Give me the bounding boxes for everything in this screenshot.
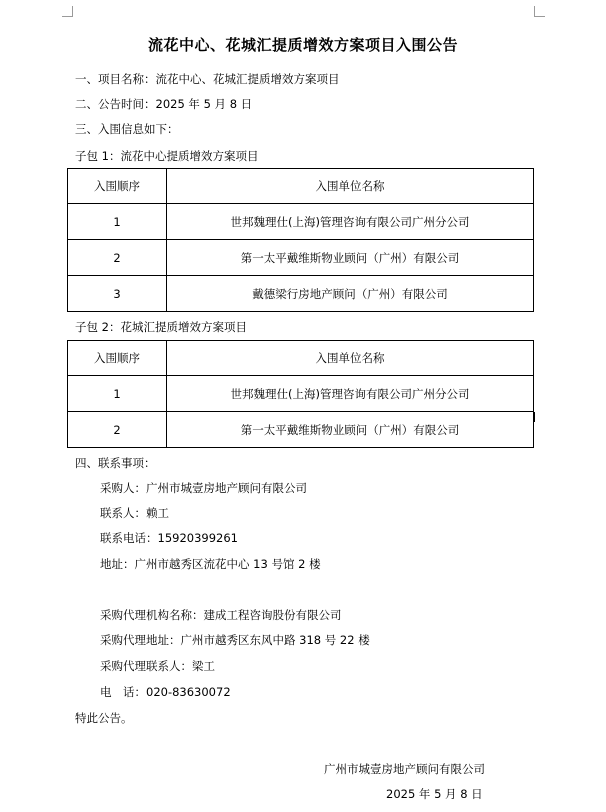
contact-phone-line: 联系电话：15920399261 <box>100 531 238 545</box>
table-header-row <box>68 341 534 376</box>
contact-person-line: 联系人：赖工 <box>100 506 169 520</box>
package1-label: 子包 1：流花中心提质增效方案项目 <box>75 149 259 163</box>
agency-name-line: 采购代理机构名称：建成工程咨询股份有限公司 <box>100 608 342 622</box>
row-resize-marker <box>533 412 535 422</box>
table-header-row <box>68 169 534 204</box>
closing-remark: 特此公告。 <box>75 711 133 725</box>
announcement-time-line: 二、公告时间：2025 年 5 月 8 日 <box>75 97 253 111</box>
shortlist-info-heading: 三、入围信息如下： <box>75 122 179 136</box>
address-line: 地址：广州市越秀区流花中心 13 号馆 2 楼 <box>100 557 321 571</box>
header-unit: 入围单位名称 <box>167 169 534 204</box>
cell-rank: 1 <box>68 204 167 240</box>
table-row <box>68 204 534 240</box>
cell-unit: 第一太平戴维斯物业顾问（广州）有限公司 <box>167 240 534 276</box>
header-rank: 入围顺序 <box>68 169 167 204</box>
cell-rank: 2 <box>68 412 167 448</box>
contact-heading: 四、联系事项： <box>75 456 156 470</box>
package1-table <box>67 168 534 312</box>
table-row <box>68 412 534 448</box>
table-row <box>68 240 534 276</box>
document-title: 流花中心、花城汇提质增效方案项目入围公告 <box>147 36 458 54</box>
cell-unit: 戴德梁行房地产顾问（广州）有限公司 <box>167 276 534 312</box>
page-corner-mark-left <box>62 6 73 17</box>
table-row <box>68 276 534 312</box>
agency-address-line: 采购代理地址：广州市越秀区东风中路 318 号 22 楼 <box>100 633 370 647</box>
table-row <box>68 376 534 412</box>
cell-unit: 世邦魏理仕(上海)管理咨询有限公司广州分公司 <box>167 204 534 240</box>
project-name-line: 一、项目名称：流花中心、花城汇提质增效方案项目 <box>75 72 340 86</box>
signature-organization: 广州市城壹房地产顾问有限公司 <box>324 762 485 776</box>
cell-unit: 第一太平戴维斯物业顾问（广州）有限公司 <box>167 412 534 448</box>
header-rank: 入围顺序 <box>68 341 167 376</box>
cell-rank: 2 <box>68 240 167 276</box>
signature-date: 2025 年 5 月 8 日 <box>386 787 483 801</box>
package2-label: 子包 2：花城汇提质增效方案项目 <box>75 320 247 334</box>
page-corner-mark-right <box>534 6 545 17</box>
cell-rank: 3 <box>68 276 167 312</box>
package2-table <box>67 340 534 448</box>
agency-contact-line: 采购代理联系人：梁工 <box>100 659 215 673</box>
agency-phone-line: 电 话：020-83630072 <box>100 685 231 699</box>
cell-rank: 1 <box>68 376 167 412</box>
cell-unit: 世邦魏理仕(上海)管理咨询有限公司广州分公司 <box>167 376 534 412</box>
purchaser-line: 采购人：广州市城壹房地产顾问有限公司 <box>100 481 307 495</box>
header-unit: 入围单位名称 <box>167 341 534 376</box>
